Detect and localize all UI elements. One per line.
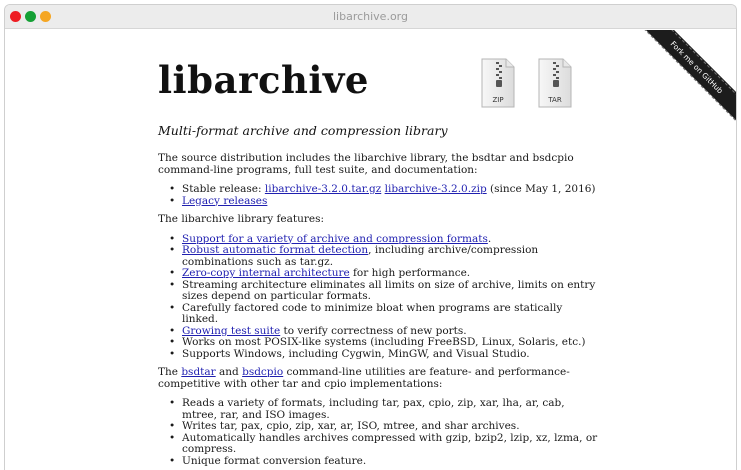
feature-text: to verify correctness of new ports.: [280, 324, 467, 337]
tar-gz-download-link[interactable]: libarchive-3.2.0.tar.gz: [264, 183, 382, 195]
utilities-text: command-line utilities are feature- and performance-competitive with other tar and cpio implementations:: [158, 366, 570, 390]
feature-text: , including archive/compression combinations such as tar.gz.: [182, 244, 539, 268]
main-text: [158, 153, 598, 470]
list-item: [182, 196, 598, 208]
utilities-text: The: [158, 366, 182, 378]
window-title: libarchive.org: [332, 10, 408, 23]
list-item: • Writes tar, pax, cpio, zip, xar, ar, ISO, mtree, and shar archives.: [182, 421, 598, 433]
format-detection-link[interactable]: Robust automatic format detection: [182, 244, 369, 256]
page-content: [5, 30, 736, 470]
feature-text: for high performance.: [349, 267, 471, 279]
page-subtitle: Multi-format archive and compression library: [158, 123, 448, 138]
list-item: • Supports Windows, including Cygwin, MinGW, and Visual Studio.: [182, 349, 598, 361]
feature-text: .: [487, 232, 492, 245]
bsdcpio-link[interactable]: bsdcpio: [242, 366, 284, 378]
list-item: • Reads a variety of formats, including tar, pax, cpio, zip, xar, lha, ar, cab, mtree, rar, and ISO images.: [182, 398, 598, 421]
list-item: • Streaming architecture eliminates all limits on size of archive, limits on entry sizes depend on particular formats.: [182, 280, 598, 303]
zip-download-link[interactable]: libarchive-3.2.0.zip: [384, 183, 487, 195]
utilities-list: [158, 398, 598, 467]
test-suite-link[interactable]: Growing test suite: [182, 324, 281, 337]
list-item: [182, 268, 598, 280]
list-item: • Automatically handles archives compressed with gzip, bzip2, lzip, xz, lzma, or compress.: [182, 433, 598, 456]
list-item: • Unique format conversion feature.: [182, 456, 598, 468]
list-item: [182, 245, 598, 268]
page-title: libarchive: [158, 58, 369, 102]
downloads-list: [158, 184, 598, 207]
list-item: • Carefully factored code to minimize bloat when programs are statically linked.: [182, 303, 598, 326]
features-list: [158, 234, 598, 361]
stable-release-prefix: Stable release:: [182, 183, 262, 195]
bsdtar-link[interactable]: bsdtar: [181, 366, 216, 378]
zip-download-icon[interactable]: [480, 58, 516, 108]
title-bar: [5, 5, 736, 29]
utilities-text: and: [215, 366, 243, 378]
utilities-paragraph: [158, 367, 598, 390]
zero-copy-link[interactable]: Zero-copy internal architecture: [182, 267, 350, 279]
zip-icon-label: ZIP: [492, 96, 504, 104]
browser-window: [4, 4, 737, 470]
legacy-releases-link[interactable]: Legacy releases: [182, 194, 268, 207]
fork-on-github-ribbon[interactable]: [631, 30, 736, 133]
fork-ribbon-label: Fork me on GitHub: [629, 30, 736, 135]
features-heading: The libarchive library features:: [158, 213, 325, 225]
formats-link[interactable]: Support for a variety of archive and compression formats: [182, 232, 488, 245]
stable-release-date: (since May 1, 2016): [490, 183, 596, 195]
tar-download-icon[interactable]: [537, 58, 573, 108]
list-item: • Works on most POSIX-like systems (including FreeBSD, Linux, Solaris, etc.): [182, 337, 598, 349]
tar-icon-label: TAR: [548, 96, 562, 104]
intro-paragraph: The source distribution includes the libarchive library, the bsdtar and bsdcpio command-line programs, full test suite, and documentation:: [158, 152, 574, 176]
